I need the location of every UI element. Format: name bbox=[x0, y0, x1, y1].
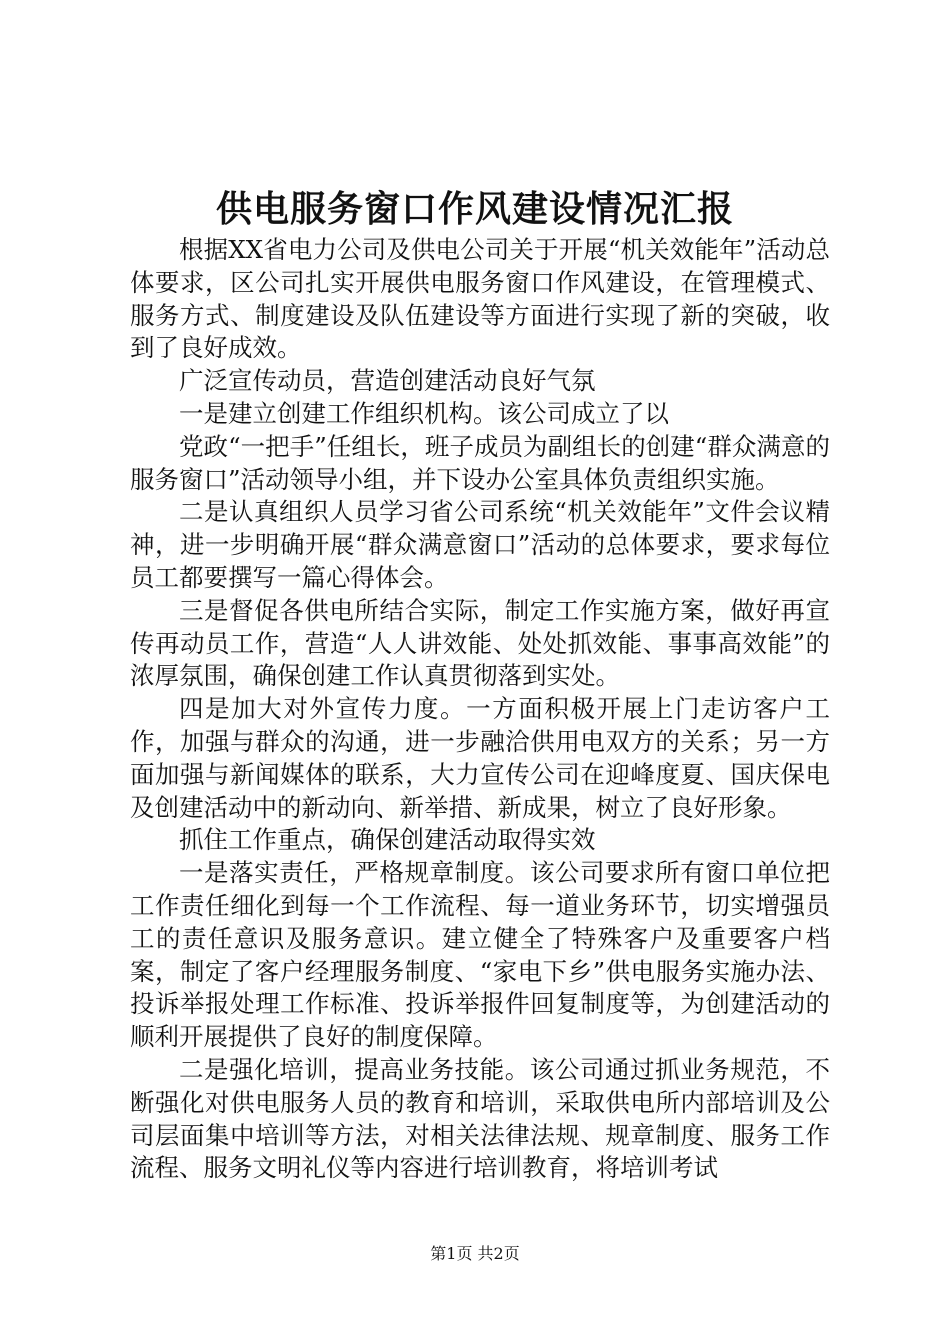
paragraph: 一是建立创建工作组织机构。该公司成立了以 bbox=[179, 398, 669, 428]
document-title: 供电服务窗口作风建设情况汇报 bbox=[215, 188, 734, 230]
section-heading: 抓住工作重点，确保创建活动取得实效 bbox=[179, 825, 596, 855]
page-number-footer: 第1页 共2页 bbox=[430, 1244, 520, 1263]
paragraph: 根据XX省电力公司及供电公司关于开展“机关效能年”活动总体要求，区公司扎实开展供电服务窗口作风建设，在管理模式、服务方式、制度建设及队伍建设等方面进行实现了新的突破，收到了良好成效。 bbox=[130, 235, 830, 363]
paragraph: 党政“一把手”任组长，班子成员为副组长的创建“群众满意的服务窗口”活动领导小组，并下设办公室具体负责组织实施。 bbox=[130, 431, 830, 494]
paragraph: 二是认真组织人员学习省公司系统“机关效能年”文件会议精神，进一步明确开展“群众满意窗口”活动的总体要求，要求每位员工都要撰写一篇心得体会。 bbox=[130, 497, 830, 592]
paragraph: 四是加大对外宣传力度。一方面积极开展上门走访客户工作，加强与群众的沟通，进一步融洽供用电双方的关系；另一方面加强与新闻媒体的联系，大力宣传公司在迎峰度夏、国庆保电及创建活动中的新动向、新举措、新成果，树立了良好形象。 bbox=[130, 694, 830, 822]
section-heading: 广泛宣传动员，营造创建活动良好气氛 bbox=[179, 366, 596, 396]
document-body bbox=[130, 234, 830, 1185]
paragraph: 一是落实责任，严格规章制度。该公司要求所有窗口单位把工作责任细化到每一个工作流程、每一道业务环节，切实增强员工的责任意识及服务意识。建立健全了特殊客户及重要客户档案，制定了客户经理服务制度、“家电下乡”供电服务实施办法、投诉举报处理工作标准、投诉举报件回复制度等，为创建活动的顺利开展提供了良好的制度保障。 bbox=[130, 858, 830, 1052]
paragraph: 二是强化培训，提高业务技能。该公司通过抓业务规范，不断强化对供电服务人员的教育和培训，采取供电所内部培训及公司层面集中培训等方法，对相关法律法规、规章制度、服务工作流程、服务文明礼仪等内容进行培训教育，将培训考试 bbox=[130, 1054, 830, 1183]
paragraph: 三是督促各供电所结合实际，制定工作实施方案，做好再宣传再动员工作，营造“人人讲效能、处处抓效能、事事高效能”的浓厚氛围，确保创建工作认真贯彻落到实处。 bbox=[130, 595, 830, 691]
